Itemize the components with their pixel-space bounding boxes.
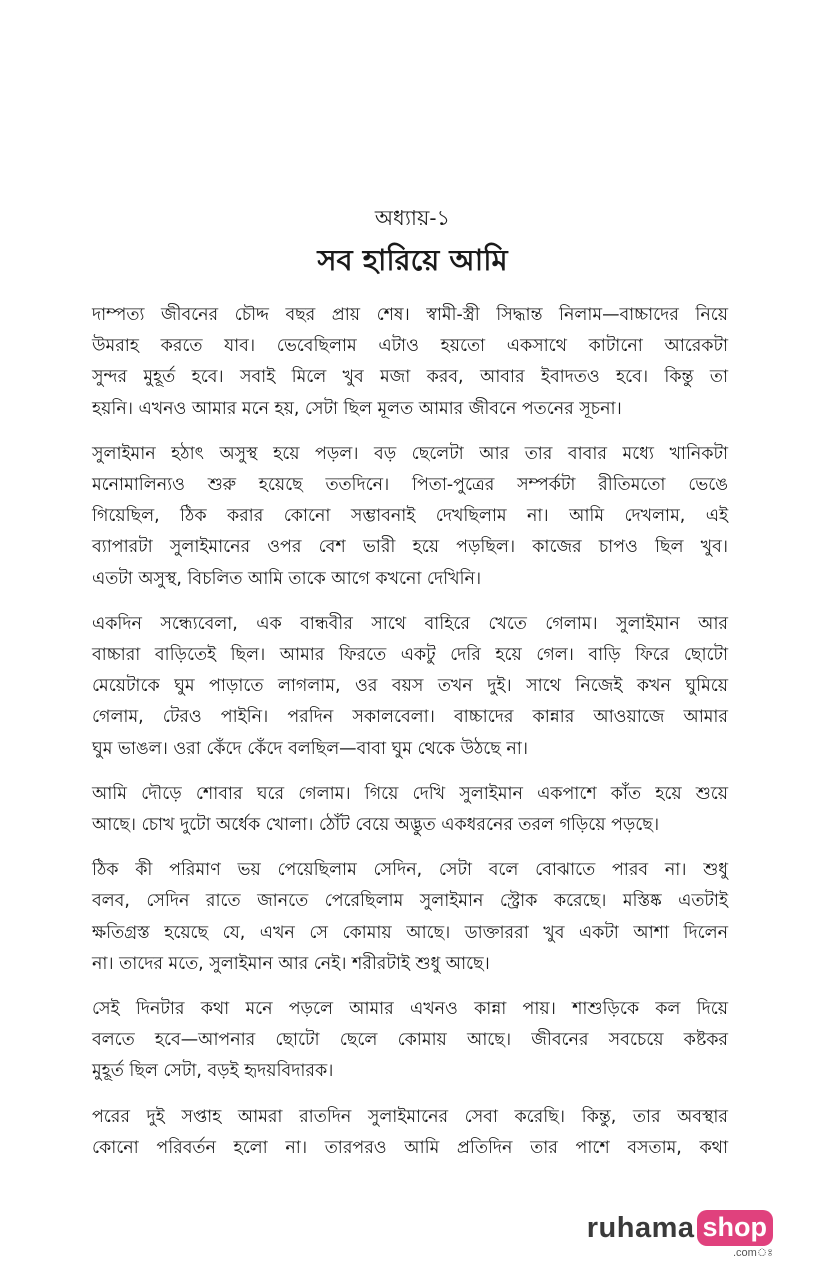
text-line: সেই দিনটার কথা মনে পড়লে আমার এখনও কান্না পায়। শাশুড়িকে কল দিয়ে — [92, 999, 728, 1020]
text-line: উমরাহ করতে যাব। ভেবেছিলাম এটাও হয়তো একসাথে কাটানো আরেকটা — [92, 336, 728, 357]
text-line: পরের দুই সপ্তাহ আমরা রাতদিন সুলাইমানের সেবা করেছি। কিন্তু, তার অবস্থার — [92, 1106, 728, 1127]
paragraph — [92, 1102, 728, 1164]
text-line: গেলাম, টেরও পাইনি। পরদিন সকালবেলা। বাচ্চাদের কান্নার আওয়াজে আমার — [92, 707, 728, 728]
chapter-label: অধ্যায়-১ — [374, 206, 451, 230]
text-line: না। তাদের মতে, সুলাইমান আর নেই। শরীরটাই শুধু আছে। — [92, 953, 490, 974]
text-line: একদিন সন্ধ্যেবেলা, এক বান্ধবীর সাথে বাহিরে খেতে গেলাম। সুলাইমান আর — [92, 613, 728, 634]
publisher-logo — [587, 1210, 773, 1260]
paragraph — [92, 609, 728, 765]
text-line: মুহূর্ত ছিল সেটা, বড়ই হৃদয়বিদারক। — [92, 1061, 334, 1082]
paragraph — [92, 779, 728, 841]
text-line: ক্ষতিগ্রস্ত হয়েছে যে, এখন সে কোমায় আছে। ডাক্তাররা খুব একটা আশা দিলেন — [92, 922, 728, 943]
logo-right-group — [695, 1210, 774, 1260]
logo-text-ruhama: ruhama — [586, 1212, 695, 1244]
paragraph — [92, 855, 728, 980]
chapter-title: সব হারিয়ে আমি — [317, 243, 508, 277]
body-text — [92, 300, 728, 1178]
text-line: সুলাইমান হঠাৎ অসুস্থ হয়ে পড়ল। বড় ছেলেটা আর তার বাবার মধ্যে খানিকটা — [92, 443, 728, 464]
text-line: বাচ্চারা বাড়িতেই ছিল। আমার ফিরতে একটু দেরি হয়ে গেল। বাড়ি ফিরে ছোটো — [92, 645, 728, 666]
text-line: দাম্পত্য জীবনের চৌদ্দ বছর প্রায় শেষ। স্বামী-স্ত্রী সিদ্ধান্ত নিলাম—বাচ্চাদের নিয়ে — [92, 305, 728, 325]
text-line: ঘুম ভাঙল। ওরা কেঁদে কেঁদে বলছিল—বাবা ঘুম থেকে উঠছে না। — [92, 738, 529, 759]
text-line: বলতে হবে—আপনার ছোটো ছেলে কোমায় আছে। জীবনের সবচেয়ে কষ্টকর — [92, 1030, 728, 1051]
text-line: আছে। চোখ দুটো অর্ধেক খোলা। ঠোঁট বেয়ে অদ্ভুত একধরনের তরল গড়িয়ে পড়ছে। — [92, 815, 660, 836]
paragraph — [92, 439, 728, 595]
text-line: ঠিক কী পরিমাণ ভয় পেয়েছিলাম সেদিন, সেটা বলে বোঝাতে পারব না। শুধু — [92, 860, 728, 881]
text-line: ব্যাপারটা সুলাইমানের ওপর বেশ ভারী হয়ে পড়ছিল। কাজের চাপও ছিল খুব। — [92, 537, 728, 558]
logo-text-shop: shop — [697, 1210, 774, 1246]
text-line: আমি দৌড়ে শোবার ঘরে গেলাম। গিয়ে দেখি সুলাইমান একপাশে কাঁত হয়ে শুয়ে — [92, 783, 728, 804]
text-line: এতটা অসুস্থ, বিচলিত আমি তাকে আগে কখনো দেখিনি। — [92, 568, 482, 589]
text-line: কোনো পরিবর্তন হলো না। তারপরও আমি প্রতিদিন তার পাশে বসতাম, কথা — [92, 1137, 728, 1158]
text-line: গিয়েছিল, ঠিক করার কোনো সম্ভাবনাই দেখছিলাম না। আমি দেখলাম, এই — [92, 506, 728, 527]
paragraph — [92, 300, 728, 425]
text-line: হয়নি। এখনও আমার মনে হয়, সেটা ছিল মূলত আমার জীবনে পতনের সূচনা। — [92, 398, 622, 419]
text-line: বলব, সেদিন রাতে জানতে পেরেছিলাম সুলাইমান স্ট্রোক করেছে। মস্তিষ্ক এতটাই — [92, 891, 728, 912]
paragraph — [92, 994, 728, 1088]
text-line: সুন্দর মুহূর্ত হবে। সবাই মিলে খুব মজা করব, আবার ইবাদতও হবে। কিন্তু তা — [92, 367, 728, 388]
logo-domain-text: .comঃ — [732, 1247, 773, 1259]
text-line: মনোমালিন্যও শুরু হয়েছে ততদিনে। পিতা-পুত্রের সম্পর্কটা রীতিমতো ভেঙে — [92, 475, 728, 496]
text-line: মেয়েটাকে ঘুম পাড়াতে লাগলাম, ওর বয়স তখন দুই। সাথে নিজেই কখন ঘুমিয়ে — [92, 676, 728, 697]
